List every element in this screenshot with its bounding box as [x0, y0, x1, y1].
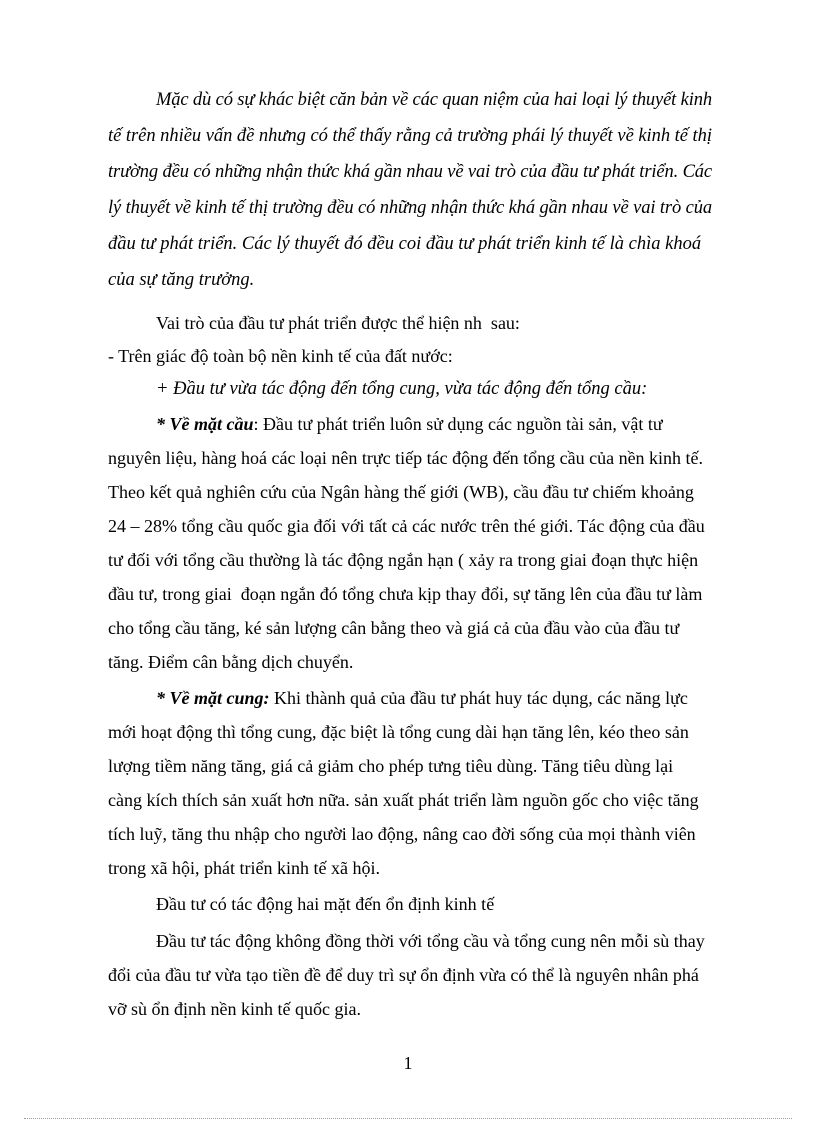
text-line: Theo kết quả nghiên cứu của Ngân hàng thế giới (WB), cầu đầu tư chiếm khoảng: [108, 482, 694, 502]
page-bottom-divider: [24, 1118, 792, 1119]
text-line: trường đều có những nhận thức khá gần nhau về vai trò của đầu tư phát triển. Các: [108, 162, 713, 182]
text-line: Mặc dù có sự khác biệt căn bản về các quan niệm của hai loại lý thuyết kinh: [156, 90, 712, 110]
text-line: càng kích thích sản xuất hơn nữa. sản xuất phát triển làm nguồn gốc cho việc tăng: [108, 790, 699, 810]
paragraph-economy-level: - Trên giác độ toàn bộ nền kinh tế của đất nước:: [108, 346, 453, 366]
supply-heading: * Về mặt cung:: [156, 688, 270, 708]
paragraph-supply-demand-heading: + Đầu tư vừa tác động đến tổng cung, vừa tác động đến tổng cầu:: [156, 379, 648, 399]
text-line: cho tổng cầu tăng, ké sản lượng cân bằng theo và giá cả của đầu vào của đầu tư: [108, 618, 680, 638]
text-line: đổi của đầu tư vừa tạo tiền đề để duy trì sự ổn định vừa có thể là nguyên nhân phá: [108, 965, 699, 985]
text-line: trong xã hội, phát triển kinh tế xã hội.: [108, 858, 380, 878]
paragraph-stability-heading: Đầu tư có tác động hai mặt đến ổn định kinh tế: [156, 894, 495, 914]
text-line: mới hoạt động thì tổng cung, đặc biệt là tổng cung dài hạn tăng lên, kéo theo sản: [108, 722, 689, 742]
text-line: * Về mặt cung: Khi thành quả của đầu tư phát huy tác dụng, các năng lực: [156, 688, 688, 708]
demand-heading: * Về mặt cầu: [156, 414, 254, 434]
text-line: lý thuyết về kinh tế thị trường đều có những nhận thức khá gần nhau về vai trò của: [108, 198, 712, 218]
page-number: 1: [403, 1053, 413, 1073]
text-line: tư đối với tổng cầu thường là tác động ngắn hạn ( xảy ra trong giai đoạn thực hiện: [108, 550, 699, 570]
text-line: tăng. Điểm cân bằng dịch chuyển.: [108, 652, 354, 672]
text-line: 24 – 28% tổng cầu quốc gia đối với tất cả các nước trên thé giới. Tác động của đầu: [108, 516, 705, 536]
paragraph-role-intro: Vai trò của đầu tư phát triển được thể hiện nh sau:: [156, 313, 520, 333]
text-line: * Về mặt cầu: Đầu tư phát triển luôn sử dụng các nguồn tài sản, vật tư: [156, 414, 663, 434]
text-line: vỡ sù ổn định nền kinh tế quốc gia.: [108, 999, 361, 1019]
text-line: tích luỹ, tăng thu nhập cho người lao động, nâng cao đời sống của mọi thành viên: [108, 824, 696, 844]
text-line: Đầu tư tác động không đồng thời với tổng cầu và tổng cung nên mỗi sù thay: [156, 931, 705, 951]
text-line: lượng tiềm năng tăng, giá cả giảm cho phép tưng tiêu dùng. Tăng tiêu dùng lại: [108, 756, 674, 776]
text-line: nguyên liệu, hàng hoá các loại nên trực tiếp tác động đến tổng cầu của nền kinh tế.: [108, 448, 704, 468]
text-line: đầu tư, trong giai đoạn ngắn đó tổng chưa kịp thay đổi, sự tăng lên của đầu tư làm: [108, 584, 703, 604]
text-line: tế trên nhiều vấn đề nhưng có thể thấy rằng cả trường phái lý thuyết về kinh tế thị: [108, 126, 712, 146]
text-line: đầu tư phát triển. Các lý thuyết đó đều coi đầu tư phát triển kinh tế là chìa khoá: [108, 234, 702, 254]
text-line: của sự tăng trưởng.: [108, 270, 255, 290]
